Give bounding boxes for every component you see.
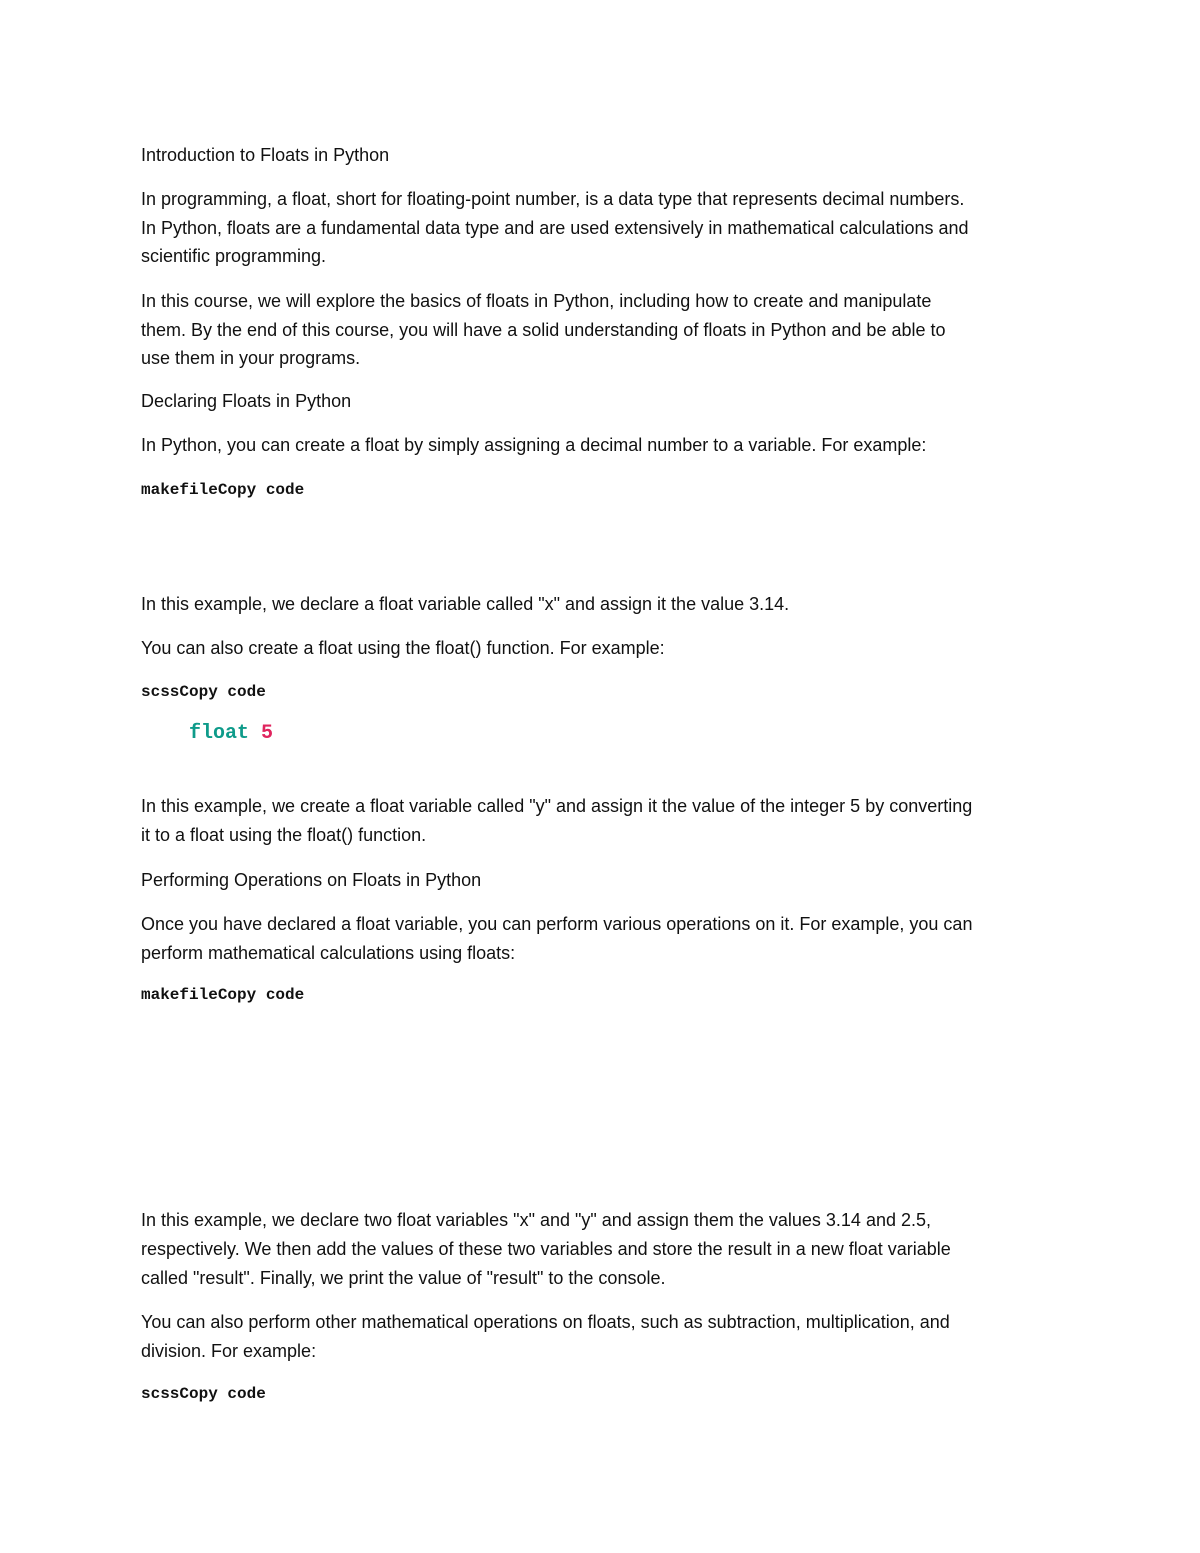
operations-paragraph-3-line-2: division. For example: <box>141 1340 317 1361</box>
code-block-label-makefile-1: makefileCopy code <box>141 481 305 499</box>
operations-paragraph-3-line-1: You can also perform other mathematical operations on floats, such as subtraction, multiplication, and <box>141 1312 950 1332</box>
heading-performing-operations: Performing Operations on Floats in Python <box>141 870 482 890</box>
operations-paragraph-2-line-3: called "result". Finally, we print the value of "result" to the console. <box>141 1267 666 1288</box>
intro-paragraph-1-line-2: In Python, floats are a fundamental data type and are used extensively in mathematical calculations and <box>141 217 969 238</box>
code-number-literal: 5 <box>261 722 274 745</box>
intro-paragraph-1-line-1: In programming, a float, short for floating-point number, is a data type that represents decimal numbers. <box>141 189 965 209</box>
declaring-paragraph-3: You can also create a float using the float() function. For example: <box>141 638 665 658</box>
operations-paragraph-1-line-1: Once you have declared a float variable, you can perform various operations on it. For example, you can <box>141 914 973 934</box>
code-block-label-makefile-2: makefileCopy code <box>141 986 305 1004</box>
operations-paragraph-2-line-1: In this example, we declare two float variables "x" and "y" and assign them the values 3.14 and 2.5, <box>141 1210 932 1230</box>
declaring-paragraph-4-line-1: In this example, we create a float variable called "y" and assign it the value of the integer 5 by converting <box>141 796 973 816</box>
operations-paragraph-1-line-2: perform mathematical calculations using floats: <box>141 942 516 963</box>
code-block-label-scss-2: scssCopy code <box>141 1385 266 1403</box>
code-line-float-call <box>189 721 273 747</box>
heading-declaring-floats: Declaring Floats in Python <box>141 391 352 411</box>
intro-paragraph-1-line-3: scientific programming. <box>141 246 327 266</box>
declaring-paragraph-4-line-2: it to a float using the float() function. <box>141 824 427 845</box>
intro-paragraph-2-line-1: In this course, we will explore the basics of floats in Python, including how to create and manipulate <box>141 291 932 311</box>
intro-paragraph-2-line-3: use them in your programs. <box>141 348 361 368</box>
declaring-paragraph-1: In Python, you can create a float by simply assigning a decimal number to a variable. For example: <box>141 435 927 455</box>
heading-introduction: Introduction to Floats in Python <box>141 145 390 165</box>
operations-paragraph-2-line-2: respectively. We then add the values of these two variables and store the result in a new float variable <box>141 1239 951 1259</box>
code-block-label-scss-1: scssCopy code <box>141 683 266 701</box>
intro-paragraph-2-line-2: them. By the end of this course, you will have a solid understanding of floats in Python and be able to <box>141 319 946 340</box>
declaring-paragraph-2: In this example, we declare a float variable called "x" and assign it the value 3.14. <box>141 594 790 614</box>
code-keyword-float: float <box>189 722 250 745</box>
